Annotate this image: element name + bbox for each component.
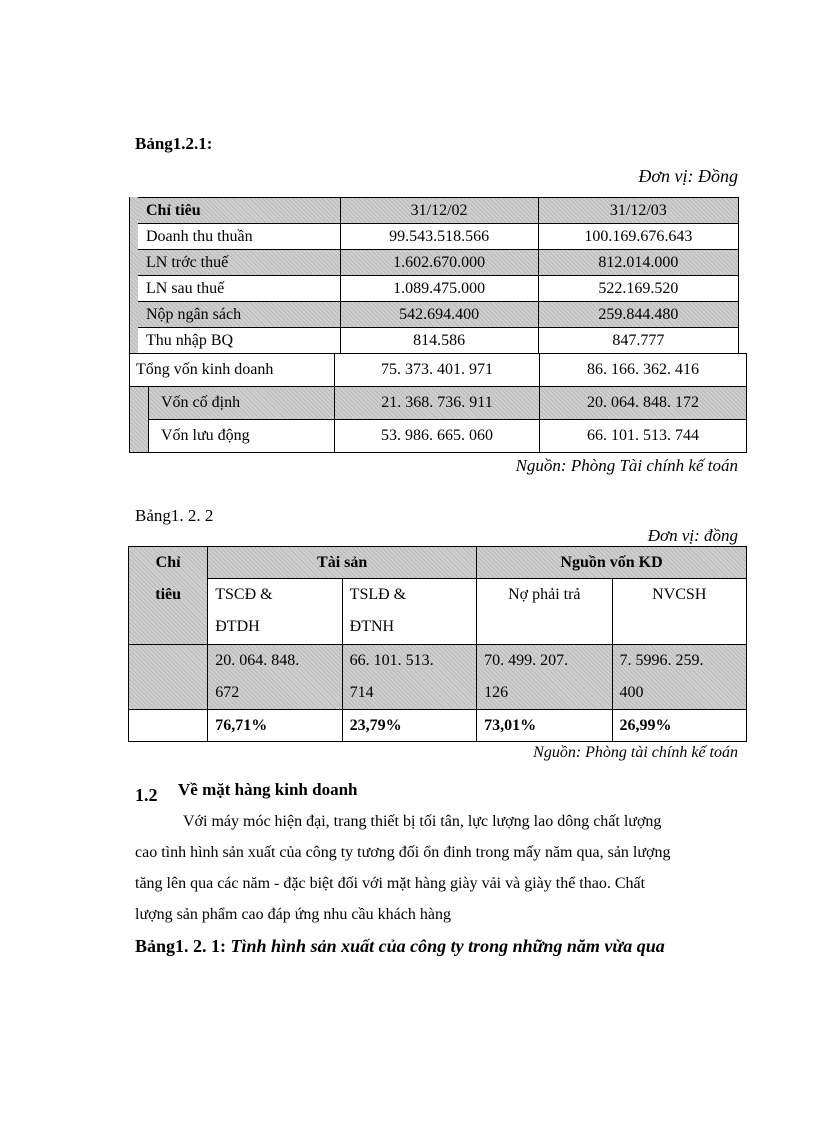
- table-row: [138, 250, 739, 276]
- table2-title: Bảng1. 2. 2: [135, 506, 214, 525]
- pct-nvcsh: 26,99%: [612, 710, 746, 742]
- table3-title: Tình hình sản xuất của công ty trong những năm vừa qua: [230, 936, 665, 956]
- row-label: LN sau thuế: [138, 276, 341, 302]
- para-line: tăng lên qua các năm - đặc biệt đối với mặt hàng giày vải và giày thể thao. Chất: [135, 875, 646, 892]
- row-label: LN trớc thuế: [138, 250, 341, 276]
- row-value-2002: 21. 368. 736. 911: [335, 387, 540, 420]
- header-nguonvon: Nguồn vốn KD: [477, 547, 747, 579]
- row-value-2002: 53. 986. 665. 060: [335, 420, 540, 453]
- table2-unit: Đơn vị: đồng: [647, 526, 738, 545]
- row-label: Vốn lưu động: [149, 420, 335, 453]
- header-chi: Chỉ: [155, 554, 181, 571]
- para-line: cao tình hình sản xuất của công ty tương đối ổn đinh trong mấy năm qua, sản lượng: [135, 844, 671, 861]
- header-taisan: Tài sản: [208, 547, 477, 579]
- subheader-no-phai-tra: Nợ phải trả: [477, 579, 612, 645]
- value-nvcsh: [612, 645, 746, 710]
- subheader-line: TSCĐ &: [215, 586, 273, 603]
- para-line: Với máy móc hiện đại, trang thiết bị tối tân, lực lượng lao dông chất lượng: [183, 813, 662, 830]
- row-value-2002: 542.694.400: [340, 302, 538, 328]
- table2-main: [128, 546, 747, 742]
- row-label: Thu nhập BQ: [138, 328, 341, 354]
- subheader-nvcsh: NVCSH: [612, 579, 746, 645]
- table-row: [129, 710, 747, 742]
- row-value-2002: 1.089.475.000: [340, 276, 538, 302]
- row-label: Vốn cố định: [149, 387, 335, 420]
- header-tieu: tiêu: [155, 586, 182, 603]
- row-value-2002: 99.543.518.566: [340, 224, 538, 250]
- value-line: 7. 5996. 259.: [619, 652, 704, 669]
- table1-title: Bảng1.2.1:: [135, 134, 213, 153]
- header-2002: 31/12/02: [340, 198, 538, 224]
- value-no-phai-tra: [477, 645, 612, 710]
- row-value-2002: 814.586: [340, 328, 538, 354]
- header-chitieu: [129, 547, 208, 645]
- section-title: Về mặt hàng kinh doanh: [178, 780, 358, 799]
- table2-header-row: [129, 547, 747, 579]
- value-line: 400: [619, 684, 644, 701]
- table-row: [129, 645, 747, 710]
- header-chitieu: Chỉ tiêu: [138, 198, 341, 224]
- row-value-2003: 812.014.000: [538, 250, 738, 276]
- para-line: lượng sản phẩm cao đáp ứng nhu cầu khách hàng: [135, 906, 451, 923]
- row-value-2003: 522.169.520: [538, 276, 738, 302]
- row-value-2003: 20. 064. 848. 172: [540, 387, 747, 420]
- row-label-empty: [129, 710, 208, 742]
- row-value-2003: 66. 101. 513. 744: [540, 420, 747, 453]
- table-row: [138, 224, 739, 250]
- value-line: 20. 064. 848.: [215, 652, 300, 669]
- capital-2002: 75. 373. 401. 971: [335, 354, 540, 387]
- capital-indent: [130, 387, 149, 453]
- table-row: [138, 328, 739, 354]
- capital-2003: 86. 166. 362. 416: [540, 354, 747, 387]
- subheader-line: ĐTNH: [349, 618, 395, 635]
- table1-header-row: [138, 198, 739, 224]
- table-row: [130, 420, 747, 453]
- value-line: 126: [484, 684, 509, 701]
- table3-label: Bảng1. 2. 1:: [135, 936, 227, 956]
- section-number: 1.2: [135, 785, 158, 805]
- value-line: 672: [215, 684, 240, 701]
- value-line: 714: [349, 684, 374, 701]
- row-label: Doanh thu thuần: [138, 224, 341, 250]
- subheader-line: ĐTDH: [215, 618, 260, 635]
- value-tscd: [208, 645, 342, 710]
- table1-unit: Đơn vị: Đồng: [638, 166, 738, 186]
- table1-left-band: [129, 197, 138, 353]
- table-row: [130, 387, 747, 420]
- subheader-line: TSLĐ &: [349, 586, 407, 603]
- table-row: [138, 302, 739, 328]
- row-label-empty: [129, 645, 208, 710]
- table-row: [130, 354, 747, 387]
- pct-tscd: 76,71%: [208, 710, 342, 742]
- value-line: 66. 101. 513.: [349, 652, 434, 669]
- table2-subheader-row: [129, 579, 747, 645]
- row-label: Nộp ngân sách: [138, 302, 341, 328]
- row-value-2003: 259.844.480: [538, 302, 738, 328]
- row-value-2003: 100.169.676.643: [538, 224, 738, 250]
- table1-source: Nguồn: Phòng Tài chính kế toán: [515, 456, 738, 475]
- value-line: 70. 499. 207.: [484, 652, 569, 669]
- pct-no-phai-tra: 73,01%: [477, 710, 612, 742]
- capital-label: Tổng vốn kinh doanh: [130, 354, 335, 387]
- subheader-tscd: [208, 579, 342, 645]
- pct-tsld: 23,79%: [342, 710, 476, 742]
- table1-main: [137, 197, 739, 354]
- row-value-2003: 847.777: [538, 328, 738, 354]
- table1-capital: [129, 353, 747, 453]
- table-row: [138, 276, 739, 302]
- section-paragraph: [135, 806, 737, 930]
- subheader-tsld: [342, 579, 476, 645]
- table3-caption: [135, 936, 665, 957]
- table2-source: Nguồn: Phòng tài chính kế toán: [533, 744, 738, 761]
- header-2003: 31/12/03: [538, 198, 738, 224]
- row-value-2002: 1.602.670.000: [340, 250, 538, 276]
- value-tsld: [342, 645, 476, 710]
